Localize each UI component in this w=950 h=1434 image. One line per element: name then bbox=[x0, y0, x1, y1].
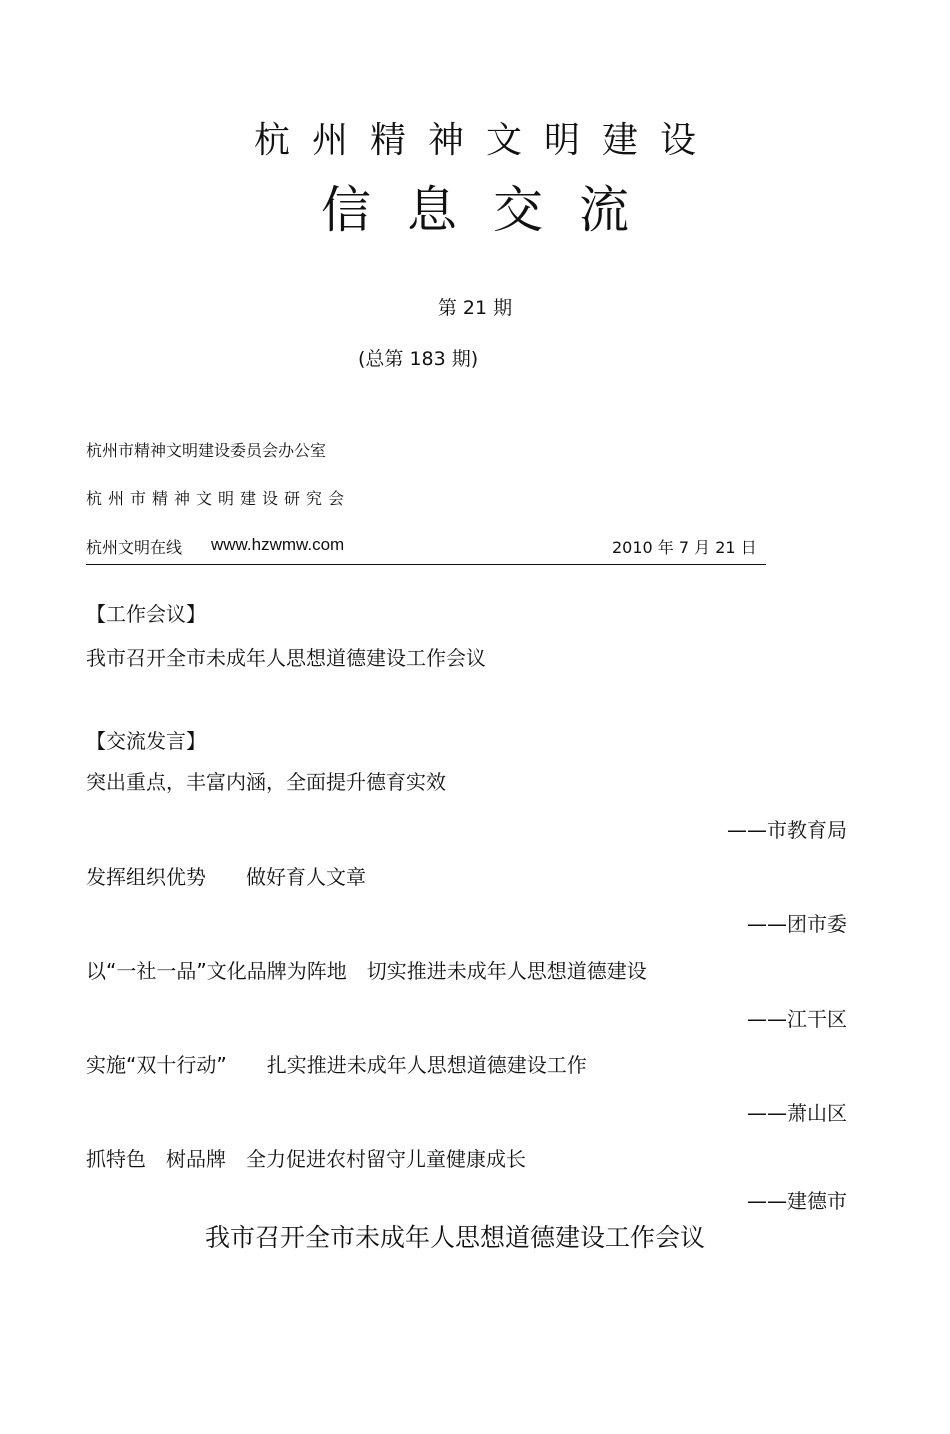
masthead-title: 杭州精神文明建设 bbox=[253, 120, 718, 161]
toc-item-meeting: 我市召开全市未成年人思想道德建设工作会议 bbox=[86, 646, 486, 670]
site-name: 杭州文明在线 bbox=[86, 538, 183, 557]
toc-item-source: ——市教育局 bbox=[727, 818, 847, 842]
publisher-society: 杭州市精神文明建设研究会 bbox=[86, 489, 351, 508]
masthead-subtitle: 信息交流 bbox=[321, 181, 665, 239]
toc-item-title: 抓特色 树品牌 全力促进农村留守儿童健康成长 bbox=[86, 1147, 526, 1171]
site-url: www.hzwmw.com bbox=[211, 535, 345, 554]
toc-item-source: ——江干区 bbox=[747, 1007, 847, 1031]
toc-item-title: 实施“双十行动” 扎实推进未成年人思想道德建设工作 bbox=[86, 1053, 587, 1077]
total-issue-number: (总第 183 期) bbox=[358, 348, 479, 370]
publish-date: 2010 年 7 月 21 日 bbox=[612, 538, 757, 557]
toc-item-source: ——建德市 bbox=[747, 1189, 847, 1213]
toc-item-source: ——团市委 bbox=[747, 912, 847, 936]
toc-item-title: 突出重点，丰富内涵，全面提升德育实效 bbox=[86, 770, 446, 794]
section-label-work-meeting: 【工作会议】 bbox=[86, 602, 206, 626]
toc-item-source: ——萧山区 bbox=[747, 1101, 847, 1125]
section-label-exchange: 【交流发言】 bbox=[86, 729, 206, 753]
header-divider bbox=[86, 564, 766, 565]
article-title: 我市召开全市未成年人思想道德建设工作会议 bbox=[204, 1223, 705, 1252]
toc-item-title: 发挥组织优势 做好育人文章 bbox=[86, 865, 366, 889]
publisher-office: 杭州市精神文明建设委员会办公室 bbox=[86, 441, 327, 460]
issue-number: 第 21 期 bbox=[437, 297, 513, 319]
toc-item-title: 以“一社一品”文化品牌为阵地 切实推进未成年人思想道德建设 bbox=[86, 959, 647, 983]
